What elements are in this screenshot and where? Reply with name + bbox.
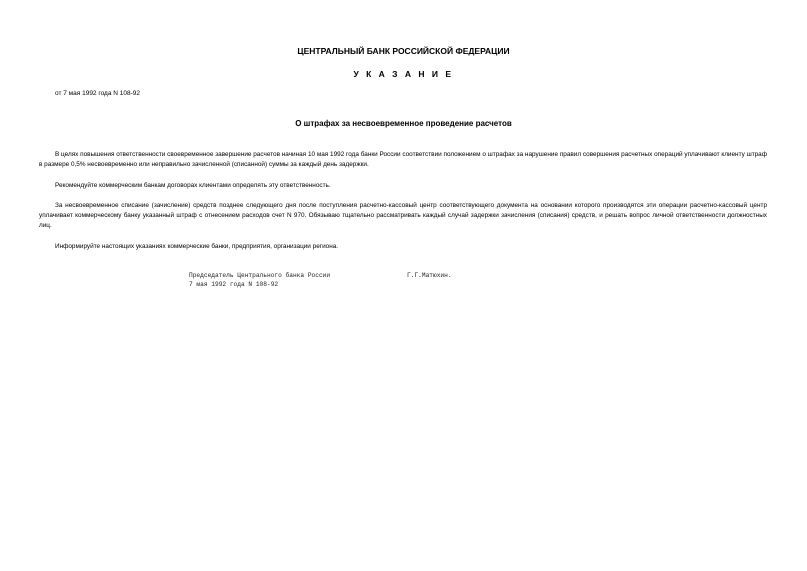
document-date-number: от 7 мая 1992 года N 108-92 bbox=[55, 90, 141, 97]
document-title: О штрафах за несвоевременное проведение расчетов bbox=[295, 119, 512, 128]
paragraph-recommendation: Рекомендуйте коммерческим банкам договорах клиентами определять эту ответственность. bbox=[55, 182, 331, 189]
paragraph-penalty-rule: В целях повышения ответственности своевременное завершение расчетов начиная 10 мая 1992 года банки России соответствии положением о штрафах за нарушение правил совершения расчетных операций уплачивают клиенту штраф в размере 0,5% несвоевременно или неправильно зачисленной (списанной) суммы за каждый день задержки. bbox=[39, 151, 767, 168]
signature-role: Председатель Центрального банка России bbox=[189, 272, 331, 279]
paragraph-rkc-liability: За несвоевременное списание (зачисление) средств позднее следующего дня после поступления расчетно-кассовый центр соответствующего документа на основании которого производятся эти операции расчетно-кассовый центр уплачивает коммерческому банку указанный штраф с отнесением расходов счет N 970. Обязываю тщательно рассматривать каждый случай задержки зачисления (списания) средств, и решать вопрос личной ответственности должностных лиц. bbox=[39, 202, 767, 229]
paragraph-inform: Информируйте настоящих указаниях коммерческие банки, предприятия, организации региона. bbox=[55, 243, 339, 250]
organization-heading: ЦЕНТРАЛЬНЫЙ БАНК РОССИЙСКОЙ ФЕДЕРАЦИИ bbox=[297, 46, 510, 56]
signature-date: 7 мая 1992 года N 108-92 bbox=[189, 281, 279, 288]
signature-name: Г.Г.Матюхин. bbox=[407, 272, 452, 279]
document-type-heading: У К А З А Н И Е bbox=[353, 69, 454, 79]
